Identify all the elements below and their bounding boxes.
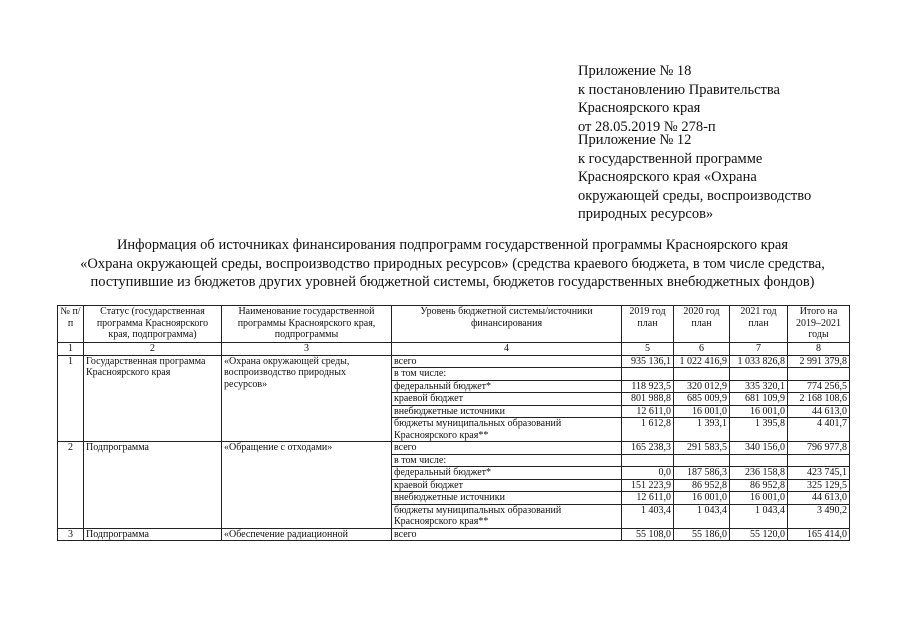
value-2019: 935 136,1 xyxy=(622,355,674,368)
value-2020: 291 583,5 xyxy=(674,442,730,455)
col-header-2021: 2021 год план xyxy=(730,306,788,343)
index-cell: 2 xyxy=(84,343,222,356)
document-title xyxy=(40,236,865,292)
appendix-18-block xyxy=(578,62,780,136)
value-2021: 16 001,0 xyxy=(730,405,788,418)
value-total: 423 745,1 xyxy=(788,467,850,480)
row-level: всего xyxy=(392,355,622,368)
value-2019: 12 611,0 xyxy=(622,405,674,418)
value-total xyxy=(788,368,850,381)
title-line: «Охрана окружающей среды, воспроизводство природных ресурсов» (средства краевого бюджета, в том числе средства, xyxy=(80,255,825,272)
value-total: 44 613,0 xyxy=(788,492,850,505)
value-2019: 55 108,0 xyxy=(622,528,674,541)
row-level: краевой бюджет xyxy=(392,479,622,492)
value-2021: 340 156,0 xyxy=(730,442,788,455)
header-line: Красноярского края xyxy=(578,100,701,116)
value-2019: 118 923,5 xyxy=(622,380,674,393)
row-level: внебюджетные источники xyxy=(392,492,622,505)
value-2020 xyxy=(674,368,730,381)
value-2019: 12 611,0 xyxy=(622,492,674,505)
row-level: федеральный бюджет* xyxy=(392,467,622,480)
col-header-total: Итого на 2019–2021 годы xyxy=(788,306,850,343)
value-total: 44 613,0 xyxy=(788,405,850,418)
value-total: 774 256,5 xyxy=(788,380,850,393)
header-line: от 28.05.2019 № 278-п xyxy=(578,118,716,135)
value-total: 325 129,5 xyxy=(788,479,850,492)
row-program-name: «Обращение с отходами» xyxy=(222,442,392,529)
col-header-num: № п/п xyxy=(58,306,84,343)
value-total xyxy=(788,454,850,467)
header-line: Приложение № 18 xyxy=(578,63,692,79)
value-total: 4 401,7 xyxy=(788,418,850,442)
index-cell: 5 xyxy=(622,343,674,356)
value-2021: 335 320,1 xyxy=(730,380,788,393)
value-2019: 1 612,8 xyxy=(622,418,674,442)
header-line: Приложение № 12 xyxy=(578,132,692,148)
value-2019: 165 238,3 xyxy=(622,442,674,455)
row-program-name: «Обеспечение радиационной xyxy=(222,528,392,541)
table-row xyxy=(58,355,850,368)
row-level: всего xyxy=(392,528,622,541)
row-status: Подпрограмма xyxy=(84,528,222,541)
value-total: 2 991 379,8 xyxy=(788,355,850,368)
financing-table xyxy=(57,305,850,541)
index-cell: 7 xyxy=(730,343,788,356)
value-2019: 151 223,9 xyxy=(622,479,674,492)
row-status: Государственная программа Красноярского края xyxy=(84,355,222,442)
value-2020: 16 001,0 xyxy=(674,405,730,418)
index-cell: 4 xyxy=(392,343,622,356)
value-2020: 1 043,4 xyxy=(674,504,730,528)
value-2021 xyxy=(730,368,788,381)
value-2021: 16 001,0 xyxy=(730,492,788,505)
value-2021 xyxy=(730,454,788,467)
row-program-name: «Охрана окружающей среды, воспроизводство природных ресурсов» xyxy=(222,355,392,442)
row-level: всего xyxy=(392,442,622,455)
row-level: внебюджетные источники xyxy=(392,405,622,418)
value-2020: 16 001,0 xyxy=(674,492,730,505)
col-header-2019: 2019 год план xyxy=(622,306,674,343)
value-2021: 1 043,4 xyxy=(730,504,788,528)
value-2020: 1 022 416,9 xyxy=(674,355,730,368)
row-level: в том числе: xyxy=(392,454,622,467)
value-2021: 1 395,8 xyxy=(730,418,788,442)
value-2019: 1 403,4 xyxy=(622,504,674,528)
value-2021: 55 120,0 xyxy=(730,528,788,541)
col-header-status: Статус (государственная программа Красноярского края, подпрограмма) xyxy=(84,306,222,343)
index-cell: 1 xyxy=(58,343,84,356)
value-total: 2 168 108,6 xyxy=(788,393,850,406)
value-2019: 801 988,8 xyxy=(622,393,674,406)
value-2021: 1 033 826,8 xyxy=(730,355,788,368)
title-line: поступившие из бюджетов других уровней бюджетной системы, бюджетов государственных внебюджетных фондов) xyxy=(90,274,815,290)
row-status: Подпрограмма xyxy=(84,442,222,529)
value-total: 796 977,8 xyxy=(788,442,850,455)
value-2021: 86 952,8 xyxy=(730,479,788,492)
appendix-12-block xyxy=(578,131,811,224)
table-row xyxy=(58,528,850,541)
value-2020: 1 393,1 xyxy=(674,418,730,442)
table-header-row xyxy=(58,306,850,343)
value-2020: 55 186,0 xyxy=(674,528,730,541)
value-2019 xyxy=(622,454,674,467)
value-2020: 320 012,9 xyxy=(674,380,730,393)
row-level: в том числе: xyxy=(392,368,622,381)
index-cell: 3 xyxy=(222,343,392,356)
row-level: краевой бюджет xyxy=(392,393,622,406)
header-line: Красноярского края «Охрана xyxy=(578,169,757,185)
value-total: 3 490,2 xyxy=(788,504,850,528)
value-2019: 0,0 xyxy=(622,467,674,480)
index-cell: 8 xyxy=(788,343,850,356)
value-2020 xyxy=(674,454,730,467)
header-line: к государственной программе xyxy=(578,150,763,167)
row-number: 3 xyxy=(58,528,84,541)
value-2020: 86 952,8 xyxy=(674,479,730,492)
table-row xyxy=(58,442,850,455)
value-2020: 187 586,3 xyxy=(674,467,730,480)
title-line: Информация об источниках финансирования подпрограмм государственной программы Красноярского края xyxy=(116,237,789,253)
index-cell: 6 xyxy=(674,343,730,356)
row-number: 2 xyxy=(58,442,84,529)
col-header-name: Наименование государственной программы Красноярского края, подпрограммы xyxy=(222,306,392,343)
row-level: бюджеты муниципальных образований Красноярского края** xyxy=(392,418,622,442)
value-2019 xyxy=(622,368,674,381)
header-line: к постановлению Правительства xyxy=(578,81,780,98)
value-2021: 681 109,9 xyxy=(730,393,788,406)
column-index-row xyxy=(58,343,850,356)
value-2021: 236 158,8 xyxy=(730,467,788,480)
row-number: 1 xyxy=(58,355,84,442)
value-total: 165 414,0 xyxy=(788,528,850,541)
header-line: природных ресурсов» xyxy=(578,206,714,222)
value-2020: 685 009,9 xyxy=(674,393,730,406)
row-level: бюджеты муниципальных образований Красноярского края** xyxy=(392,504,622,528)
col-header-level: Уровень бюджетной системы/источники финансирования xyxy=(392,306,622,343)
header-line: окружающей среды, воспроизводство xyxy=(578,187,812,204)
row-level: федеральный бюджет* xyxy=(392,380,622,393)
col-header-2020: 2020 год план xyxy=(674,306,730,343)
